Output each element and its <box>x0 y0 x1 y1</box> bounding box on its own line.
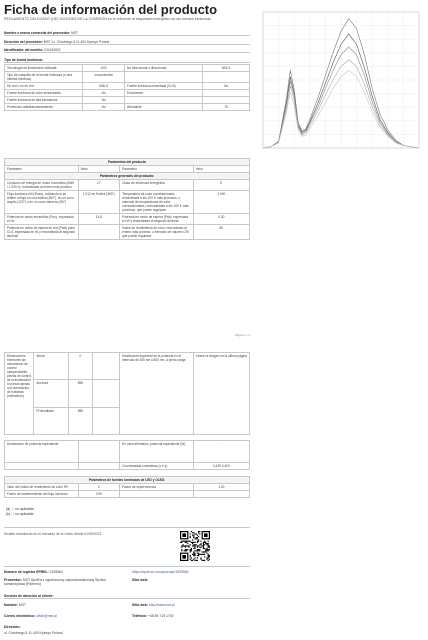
light-source-row-cell: Protección antideslumbramiento: <box>5 104 83 111</box>
led-param-row-cell <box>120 491 194 498</box>
service-email-link[interactable]: office@mst.pl <box>36 614 57 618</box>
light-source-row-cell: Sí <box>203 104 250 111</box>
general-params-heading: Parámetros generales del producto: <box>5 173 250 180</box>
equiv-power-w-value: - <box>193 441 249 463</box>
equiv-power-value <box>78 441 120 463</box>
product-param-row <box>5 214 250 225</box>
width-value: 896 <box>68 380 93 407</box>
light-source-row-cell: Envolvente: <box>125 90 203 97</box>
market-note: Modelo introducido en el mercado de la Unión desde 01/09/2023 <box>4 532 102 536</box>
spectral-label: Distribución espectral de la potencia en el intervalo de 250 nm a 800 nm, a plena carga <box>120 353 194 435</box>
product-param-row-cell: Potencia en modo de espera (Psb), expresada en W y redondeada al segundo decimal <box>120 214 194 225</box>
dims-label: Dimensiones exteriores sin mecanismo de control independiente, piezas de control de la iluminación ni piezas ajenas a la iluminación, de haberlas (milímetros) <box>5 353 34 435</box>
chroma-empty <box>5 463 79 470</box>
light-source-row-cell: Fuente luminosa de color sintonizable: <box>5 90 83 97</box>
product-param-row-cell: 0,30 <box>193 214 249 225</box>
led-param-row-cell: 0,99 <box>78 491 120 498</box>
light-source-row-cell: Tecnología de iluminación utilizada: <box>5 65 83 72</box>
equiv-power-label: Declaración de potencia equivalente <box>5 441 79 463</box>
chroma-empty-2 <box>78 463 120 470</box>
light-source-row-cell: No <box>83 97 125 104</box>
supplier-trademark-row: Nombre o marca comercial del proveedor: MST <box>4 31 250 36</box>
qr-code[interactable] <box>180 531 210 561</box>
spectral-value: Véase la imagen en la última página <box>193 353 249 435</box>
light-source-row-cell <box>203 72 250 83</box>
col-header: Parámetro <box>120 166 194 173</box>
light-source-row-cell: No direccional o direccional: <box>125 65 203 72</box>
service-phone-row: Teléfono: +48 89 715 1700 <box>132 614 174 618</box>
height-label: Altura <box>34 353 68 380</box>
product-param-row-cell: Potencia en modo encendido (Pon), expresada en W <box>5 214 79 225</box>
product-param-row-cell: Potencia en modo de espera en red (Pnet) para CLS, expresada en W y redondeada al segundo decimal <box>5 225 79 240</box>
col-header: Parámetro <box>5 166 79 173</box>
light-source-row-cell: Atenuable: <box>125 104 203 111</box>
product-param-row-cell: Índice de rendimiento de color, redondeado al entero más próximo, o intervalo de valores CRI que puede regularse <box>120 225 194 240</box>
light-source-row-cell <box>203 90 250 97</box>
page-title: Ficha de información del producto <box>4 2 218 17</box>
led-params-table <box>4 476 250 498</box>
product-param-row-cell: Flujo luminoso útil (Φuse), indicando si se refiere al flujo en una esfera (360°), en un cono amplio (120°) o en un cono estrecho (90°) <box>5 191 79 214</box>
model-identifier-row: Identificador del modelo: GI1433002 <box>4 48 250 53</box>
light-source-row-cell <box>125 72 203 83</box>
chroma-value: 0,439 0,403 <box>193 463 249 470</box>
product-param-row-cell: 80 <box>193 225 249 240</box>
light-source-row-cell: Fuente luminosa conectada (CLS): <box>125 83 203 90</box>
product-param-row <box>5 180 250 191</box>
footnote-a: (a) '-': no aplicable; <box>6 507 35 511</box>
product-param-row-cell: 1 512 en Esfera (360°) <box>78 191 120 214</box>
product-param-row-cell: 17 <box>78 180 120 191</box>
light-source-row <box>5 83 250 90</box>
led-param-row-cell: Valor del índice de rendimiento de color R9 <box>5 484 79 491</box>
light-source-row-cell: LED <box>83 65 125 72</box>
light-source-table <box>4 64 250 111</box>
product-param-row <box>5 225 250 240</box>
light-source-row <box>5 72 250 83</box>
page-note: Página 1 / 3 <box>235 333 250 337</box>
led-param-row-cell: 0 <box>78 484 120 491</box>
depth-value: 896 <box>68 407 93 434</box>
light-source-row <box>5 97 250 104</box>
light-source-heading: Tipo de fuente luminosa: <box>4 58 250 63</box>
light-source-row <box>5 65 250 72</box>
chroma-label: Coordenadas cromáticas (x e y) <box>120 463 194 470</box>
dimensions-table <box>4 352 250 435</box>
light-source-row-cell: MNLS <box>83 83 125 90</box>
eprel-link[interactable]: https://eprel.ec.europa.eu/qr/1939564 <box>132 570 189 574</box>
light-source-row-cell: No <box>83 90 125 97</box>
light-source-row-cell: unconnection <box>83 72 125 83</box>
product-param-row-cell <box>78 225 120 240</box>
led-param-row <box>5 491 250 498</box>
light-source-row-cell <box>203 97 250 104</box>
service-site-row: Sitio web: http://www.mst.pl <box>132 603 175 607</box>
supplier-address-row: Dirección del proveedor: MST s.l. Chrobrego 8 11-400 Kętrzyn Poland <box>4 40 250 45</box>
regulation-intro: REGLAMENTO DELEGADO (UE) 2023/1903 DE LA COMISIÓN en lo referente al etiquetado energético de las fuentes luminosas <box>4 17 211 21</box>
light-source-row-cell: De red o no de red: <box>5 83 83 90</box>
light-source-row-cell: Fuente luminosa de alta luminancia: <box>5 97 83 104</box>
light-source-row-cell: Tipo de casquillo de la fuente luminosa (u otra interfaz eléctrica) <box>5 72 83 83</box>
product-param-row-cell: 14,8 <box>78 214 120 225</box>
eprel-row: Número de registro EPREL: 1939564 <box>4 570 63 574</box>
service-name-row: Nombre: MST <box>4 603 27 607</box>
col-header: Valor <box>193 166 249 173</box>
height-value: 0 <box>68 353 93 380</box>
product-param-row-cell: Consumo de energía en modo encendido (kWh / 1 000 h), redondeado al entero más próximo <box>5 180 79 191</box>
product-params-table <box>4 158 250 240</box>
light-source-row <box>5 90 250 97</box>
product-param-row-cell: 3 000 <box>193 191 249 214</box>
light-source-row-cell: NDLS <box>203 65 250 72</box>
product-params-heading: Parámetros del producto <box>5 159 250 166</box>
product-param-row-cell: Temperatura de color correlacionada, redondeada a los 100 K más próximos, o intervalo de temperaturas de color correlacionadas, redondeadas a los 100 K más próximos, que puede regularse <box>120 191 194 214</box>
provider-website-label: Sitio web: <box>132 578 149 582</box>
spectral-chart-svg <box>255 2 423 152</box>
product-param-row-cell: E <box>193 180 249 191</box>
led-param-row-cell <box>193 491 249 498</box>
product-param-row-cell: Clase de eficiencia energética <box>120 180 194 191</box>
led-param-row-cell: Factor de mantenimiento del flujo luminoso <box>5 491 79 498</box>
spectral-chart <box>255 2 423 152</box>
service-site-link[interactable]: http://www.mst.pl <box>148 603 175 607</box>
led-params-heading: Parámetros de fuentes luminosas de LED y OLED: <box>5 477 250 484</box>
provider-row: Proveedor: MST SpółKa z ograniczoną odpowiedzialnością Spółka komandytowa (Palermo) <box>4 578 106 586</box>
light-source-row <box>5 104 250 111</box>
equiv-power-w-label: En caso afirmativo, potencia equivalente (W) <box>120 441 194 463</box>
led-param-row <box>5 484 250 491</box>
service-label: Servicio de atención al cliente: <box>4 594 54 598</box>
service-address: ul. Chrobrego 8 11-400 Kętrzyn Poland <box>4 631 63 635</box>
footnote-b: (b) '-': no aplicable <box>6 512 34 516</box>
light-source-row-cell <box>125 97 203 104</box>
service-address-label: Dirección: <box>4 625 21 629</box>
light-source-row-cell: No <box>83 104 125 111</box>
led-param-row-cell: Factor de supervivencia <box>120 484 194 491</box>
product-param-row <box>5 191 250 214</box>
width-label: Anchura <box>34 380 68 407</box>
depth-label: Profundidad <box>34 407 68 434</box>
light-source-row-cell: No <box>203 83 250 90</box>
claim-table <box>4 440 250 470</box>
service-email-row: Correo electrónico: office@mst.pl <box>4 614 57 618</box>
led-param-row-cell: 1,00 <box>193 484 249 491</box>
col-header: Valor <box>78 166 120 173</box>
